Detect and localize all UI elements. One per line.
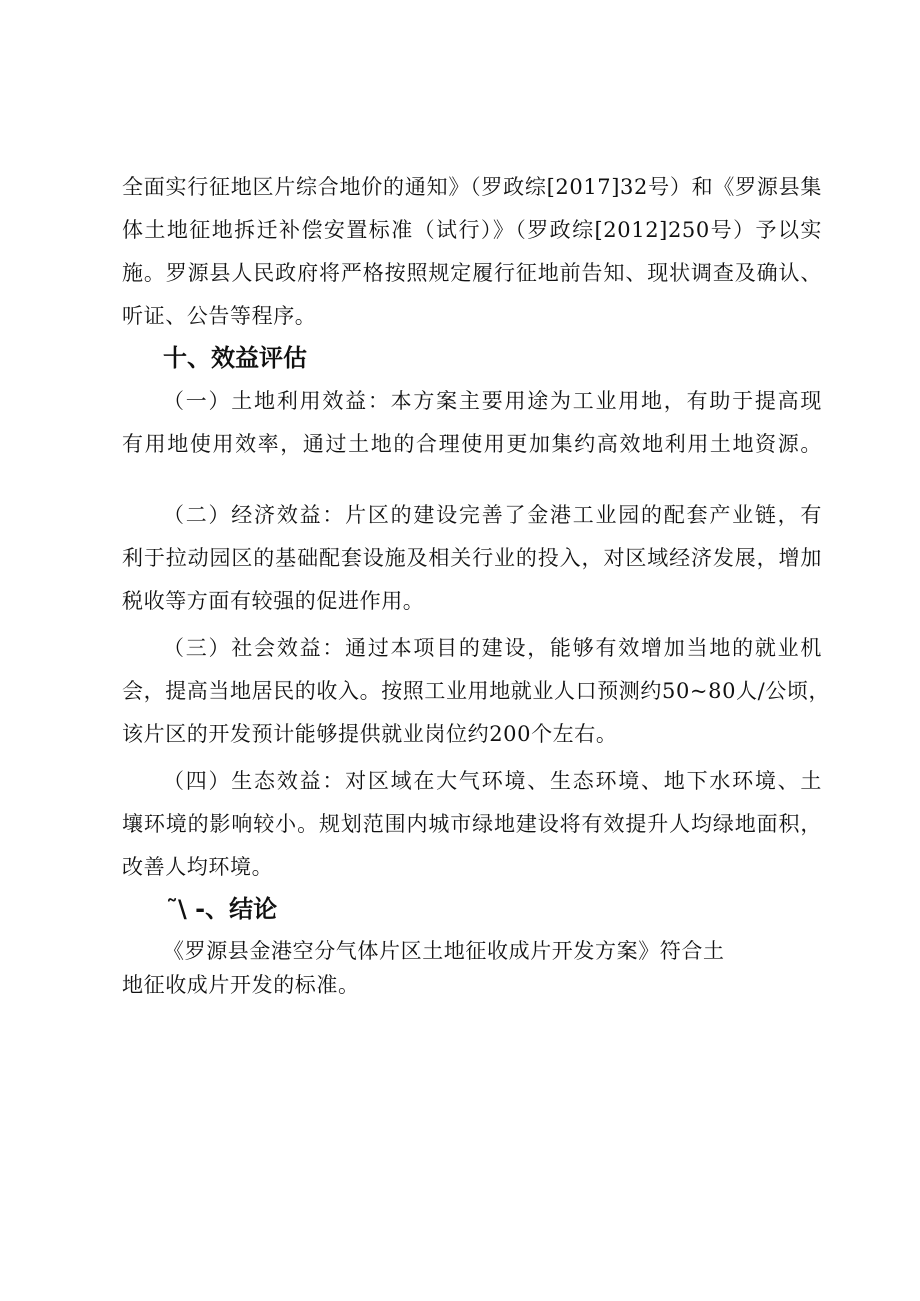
social-benefit-line-3: 该片区的开发预计能够提供就业岗位约200个左右。 bbox=[122, 722, 618, 746]
social-benefit-line-2: 会，提高当地居民的收入。按照工业用地就业人口预测约50~80人/公顷， bbox=[122, 679, 831, 703]
land-use-benefit-line-1: （一）土地利用效益：本方案主要用途为工业用地，有助于提高现 bbox=[163, 389, 822, 413]
intro-line-2: 体土地征地拆迁补偿安置标准（试行）》（罗政综[2012]250号）予以实 bbox=[122, 218, 822, 242]
ecological-benefit-line-2: 壤环境的影响较小。规划范围内城市绿地建设将有效提升人均绿地面积， bbox=[122, 812, 822, 836]
ecological-benefit-line-3: 改善人均环境。 bbox=[122, 855, 274, 879]
conclusion-line-1: 《罗源县金港空分气体片区土地征收成片开发方案》符合土 bbox=[163, 939, 725, 963]
intro-line-1: 全面实行征地区片综合地价的通知》（罗政综[2017]32号）和《罗源县集 bbox=[122, 175, 822, 199]
intro-line-3: 施。罗源县人民政府将严格按照规定履行征地前告知、现状调查及确认、 bbox=[122, 261, 822, 285]
section-heading-conclusion: ˜\ -、结论 bbox=[166, 895, 278, 923]
social-benefit-line-1: （三）社会效益：通过本项目的建设，能够有效增加当地的就业机 bbox=[163, 636, 822, 660]
economic-benefit-line-1: （二）经济效益：片区的建设完善了金港工业园的配套产业链，有 bbox=[163, 503, 822, 527]
intro-line-4: 听证、公告等程序。 bbox=[122, 304, 317, 328]
ecological-benefit-line-1: （四）生态效益：对区域在大气环境、生态环境、地下水环境、土 bbox=[163, 769, 822, 793]
section-heading-benefit-evaluation: 十、效益评估 bbox=[163, 344, 307, 372]
economic-benefit-line-3: 税收等方面有较强的促进作用。 bbox=[122, 589, 425, 613]
economic-benefit-line-2: 利于拉动园区的基础配套设施及相关行业的投入，对区域经济发展，增加 bbox=[122, 546, 822, 570]
conclusion-line-2: 地征收成片开发的标准。 bbox=[122, 973, 360, 997]
land-use-benefit-line-2: 有用地使用效率，通过土地的合理使用更加集约高效地利用土地资源。 bbox=[122, 432, 822, 456]
